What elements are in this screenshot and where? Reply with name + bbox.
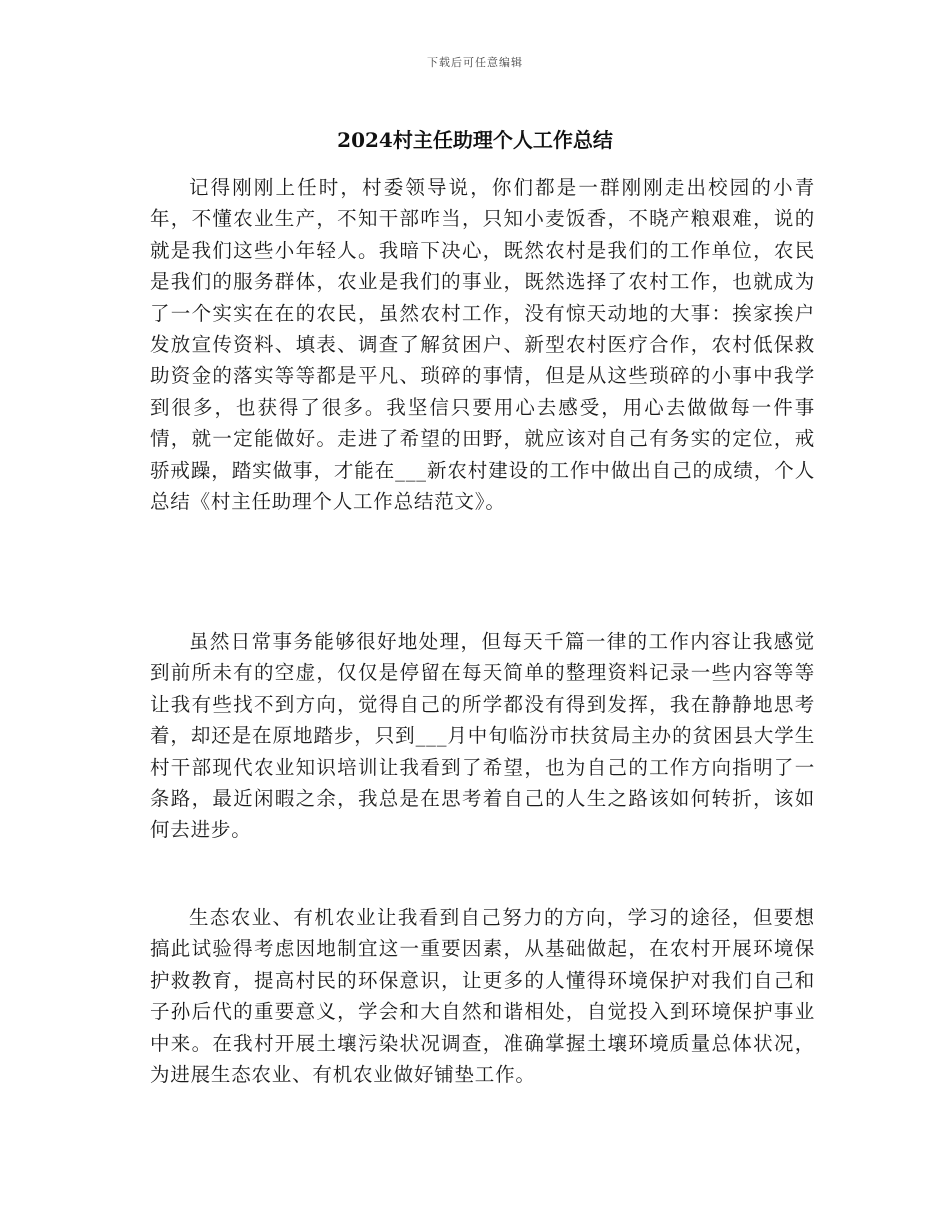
paragraph-1: 记得刚刚上任时，村委领导说，你们都是一群刚刚走出校园的小青年，不懂农业生产，不知干部咋当，只知小麦饭香，不晓产粮艰难，说的就是我们这些小年轻人。我暗下决心，既然农村是我们的工作单位，农民是我们的服务群体，农业是我们的事业，既然选择了农村工作，也就成为了一个实实在在的农民，虽然农村工作，没有惊天动地的大事：挨家挨户发放宣传资料、填表、调查了解贫困户、新型农村医疗合作，农村低保救助资金的落实等等都是平凡、琐碎的事情，但是从这些琐碎的小事中我学到很多，也获得了很多。我坚信只要用心去感受，用心去做做每一件事情，就一定能做好。走进了希望的田野，就应该对自己有务实的定位，戒骄戒躁，踏实做事，才能在___新农村建设的工作中做出自己的成绩，个人总结《村主任助理个人工作总结范文》。 [150, 176, 815, 514]
header-note: 下载后可任意编辑 [427, 56, 523, 69]
document-title: 2024村主任助理个人工作总结 [337, 128, 613, 152]
paragraph-2: 虽然日常事务能够很好地处理，但每天千篇一律的工作内容让我感觉到前所未有的空虚，仅仅是停留在每天简单的整理资料记录一些内容等等让我有些找不到方向，觉得自己的所学都没有得到发挥，我在静静地思考着，却还是在原地踏步，只到___月中旬临汾市扶贫局主办的贫困县大学生村干部现代农业知识培训让我看到了希望，也为自己的工作方向指明了一条路，最近闲暇之余，我总是在思考着自己的人生之路该如何转折，该如何去进步。 [150, 630, 815, 842]
paragraph-3: 生态农业、有机农业让我看到自己努力的方向，学习的途径，但要想搞此试验得考虑因地制宜这一重要因素，从基础做起，在农村开展环境保护救教育，提高村民的环保意识，让更多的人懂得环境保护对我们自己和子孙后代的重要意义，学会和大自然和谐相处，自觉投入到环境保护事业中来。在我村开展土壤污染状况调查，准确掌握土壤环境质量总体状况，为进展生态农业、有机农业做好铺垫工作。 [150, 906, 815, 1087]
